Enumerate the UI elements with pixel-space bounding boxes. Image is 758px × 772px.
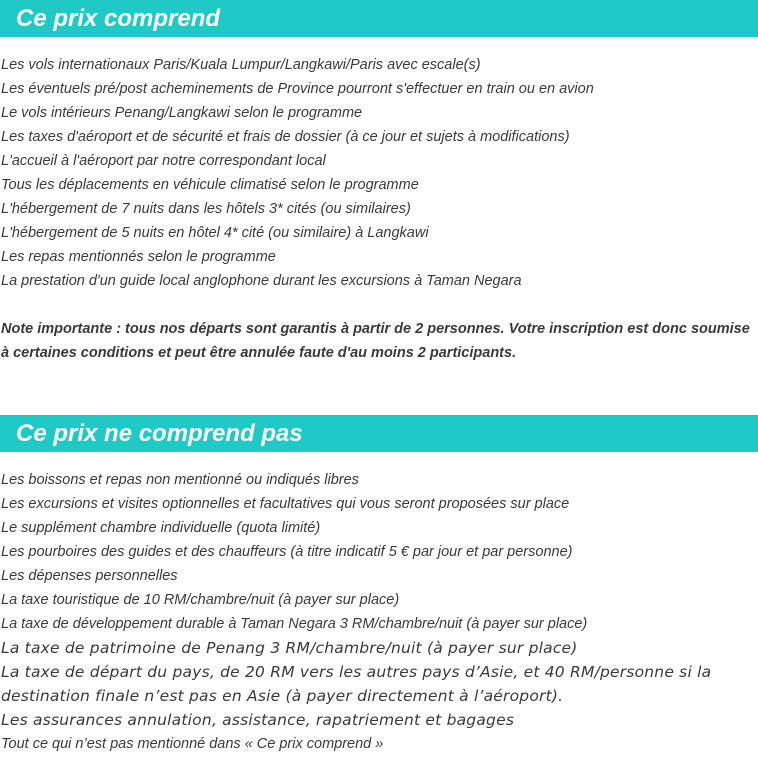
excluded-section-title: Ce prix ne comprend pas <box>0 415 758 452</box>
list-item: La taxe de départ du pays, de 20 RM vers les autres pays d’Asie, et 40 RM/personne si la <box>1 663 712 681</box>
list-item: Les boissons et repas non mentionné ou indiqués libres <box>1 472 359 488</box>
list-item: La taxe de développement durable à Taman Negara 3 RM/chambre/nuit (à payer sur place) <box>1 616 588 632</box>
list-item: Les dépenses personnelles <box>1 568 178 584</box>
important-note: Note importante : tous nos départs sont garantis à partir de 2 personnes. Votre inscription est donc soumise à certaines conditions et peut être annulée faute d'au moins 2 participants. <box>1 321 750 361</box>
list-item: Le vols intérieurs Penang/Langkawi selon le programme <box>1 105 363 121</box>
list-item: La taxe touristique de 10 RM/chambre/nuit (à payer sur place) <box>1 592 400 608</box>
list-item: Les repas mentionnés selon le programme <box>1 249 276 265</box>
list-item: Les pourboires des guides et des chauffeurs (à titre indicatif 5 € par jour et par personne) <box>1 544 573 560</box>
list-item: Les excursions et visites optionnelles et facultatives qui vous seront proposées sur place <box>1 496 570 512</box>
list-item: Tous les déplacements en véhicule climatisé selon le programme <box>1 177 419 193</box>
list-item: L'hébergement de 5 nuits en hôtel 4* cité (ou similaire) à Langkawi <box>1 225 429 241</box>
list-item: La prestation d'un guide local anglophone durant les excursions à Taman Negara <box>1 273 522 289</box>
list-item: destination finale n’est pas en Asie (à payer directement à l’aéroport). <box>1 687 564 705</box>
list-item: La taxe de patrimoine de Penang 3 RM/chambre/nuit (à payer sur place) <box>1 639 578 657</box>
list-item: Les éventuels pré/post acheminements de Province pourront s'effectuer en train ou en avion <box>1 81 594 97</box>
list-item: Les taxes d'aéroport et de sécurité et frais de dossier (à ce jour et sujets à modifications) <box>1 129 570 145</box>
included-list <box>1 53 594 293</box>
list-item: L'hébergement de 7 nuits dans les hôtels 3* cités (ou similaires) <box>1 201 411 217</box>
included-section-title: Ce prix comprend <box>0 0 758 37</box>
list-item: Les vols internationaux Paris/Kuala Lumpur/Langkawi/Paris avec escale(s) <box>1 57 481 73</box>
list-item: L'accueil à l'aéroport par notre correspondant local <box>1 153 326 169</box>
list-item: Tout ce qui n’est pas mentionné dans « Ce prix comprend » <box>1 736 384 752</box>
list-item: Les assurances annulation, assistance, rapatriement et bagages <box>1 711 515 729</box>
list-item: Le supplément chambre individuelle (quota limité) <box>1 520 321 536</box>
excluded-list <box>1 468 711 756</box>
